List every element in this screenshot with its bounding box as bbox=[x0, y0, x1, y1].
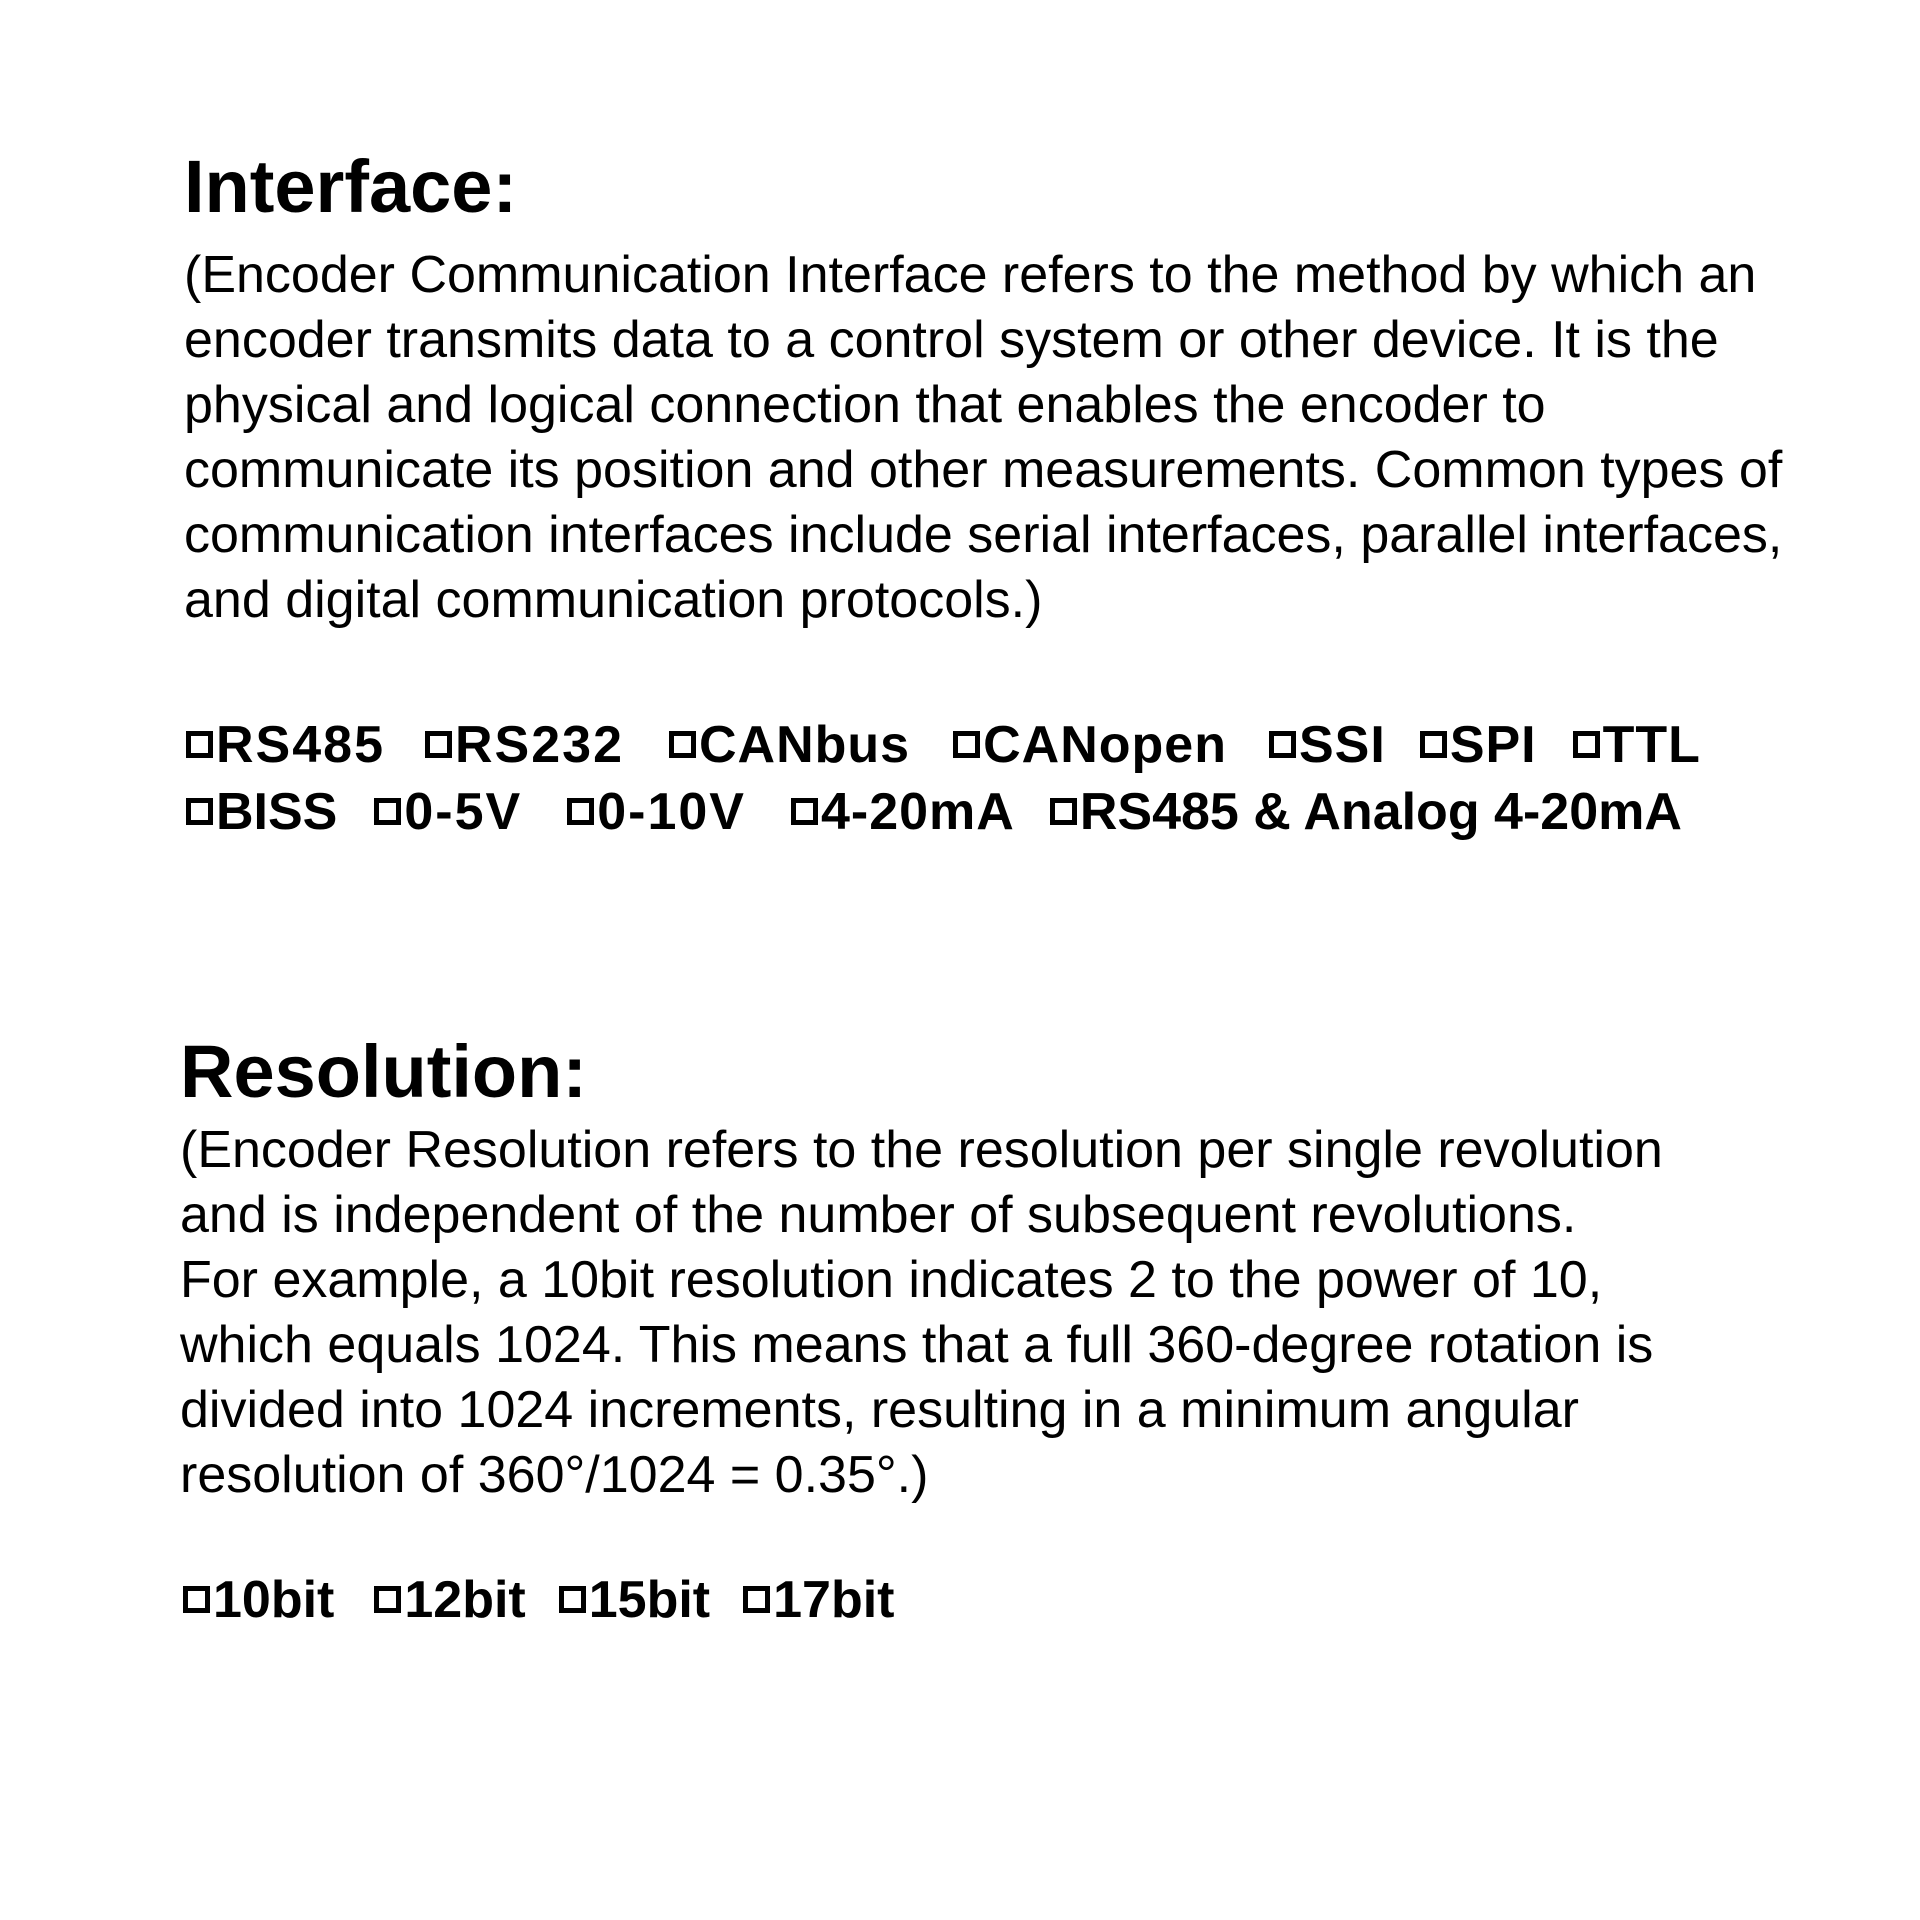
option-ttl[interactable] bbox=[1573, 712, 1701, 779]
option-0-5v[interactable] bbox=[374, 779, 522, 846]
interface-options bbox=[186, 712, 1701, 846]
checkbox-icon[interactable] bbox=[791, 798, 818, 825]
option-label: TTL bbox=[1602, 716, 1701, 774]
checkbox-icon[interactable] bbox=[567, 798, 594, 825]
option-label: SSI bbox=[1298, 716, 1386, 774]
option-label: SPI bbox=[1449, 716, 1537, 774]
option-rs485[interactable] bbox=[186, 712, 385, 779]
checkbox-icon[interactable] bbox=[669, 731, 696, 758]
description-line: (Encoder Resolution refers to the resolution per single revolution bbox=[180, 1121, 1663, 1179]
checkbox-icon[interactable] bbox=[186, 798, 213, 825]
checkbox-icon[interactable] bbox=[1573, 731, 1600, 758]
checkbox-icon[interactable] bbox=[1420, 731, 1447, 758]
option-label: 17bit bbox=[773, 1571, 895, 1629]
interface-heading: Interface: bbox=[184, 145, 518, 228]
description-line: divided into 1024 increments, resulting in a minimum angular bbox=[180, 1381, 1579, 1439]
resolution-description bbox=[180, 1118, 1663, 1508]
checkbox-icon[interactable] bbox=[186, 731, 213, 758]
option-15bit[interactable] bbox=[559, 1567, 710, 1634]
description-line: (Encoder Communication Interface refers to the method by which an bbox=[184, 246, 1757, 304]
option-label: 4-20mA bbox=[820, 783, 1015, 841]
checkbox-icon[interactable] bbox=[183, 1586, 210, 1613]
description-line: physical and logical connection that enables the encoder to bbox=[184, 376, 1546, 434]
option-spi[interactable] bbox=[1420, 712, 1537, 779]
checkbox-icon[interactable] bbox=[953, 731, 980, 758]
description-line: and digital communication protocols.) bbox=[184, 571, 1043, 629]
option-label: 0-5V bbox=[404, 783, 523, 841]
option-biss[interactable] bbox=[186, 779, 337, 846]
option-label: 10bit bbox=[213, 1571, 335, 1629]
option-label: CANopen bbox=[983, 716, 1227, 774]
option-label: 15bit bbox=[588, 1571, 711, 1629]
description-line: resolution of 360°/1024 = 0.35°.) bbox=[180, 1446, 929, 1504]
description-line: encoder transmits data to a control system or other device. It is the bbox=[184, 311, 1719, 369]
option-ssi[interactable] bbox=[1269, 712, 1386, 779]
resolution-options bbox=[183, 1567, 895, 1634]
interface-options-row-1 bbox=[186, 712, 1701, 779]
interface-options-row-2 bbox=[186, 779, 1701, 846]
option-10bit[interactable] bbox=[183, 1567, 334, 1634]
option-canopen[interactable] bbox=[953, 712, 1227, 779]
option-0-10v[interactable] bbox=[567, 779, 746, 846]
option-17bit[interactable] bbox=[743, 1567, 894, 1634]
option-label: 0-10V bbox=[597, 783, 746, 841]
option-label: RS485 & Analog 4-20mA bbox=[1079, 783, 1682, 841]
checkbox-icon[interactable] bbox=[559, 1586, 586, 1613]
option-rs485-analog-4-20ma[interactable] bbox=[1050, 779, 1682, 846]
description-line: and is independent of the number of subsequent revolutions. bbox=[180, 1186, 1577, 1244]
resolution-heading: Resolution: bbox=[180, 1030, 587, 1113]
option-12bit[interactable] bbox=[374, 1567, 525, 1634]
option-canbus[interactable] bbox=[669, 712, 910, 779]
option-label: BISS bbox=[216, 783, 338, 841]
option-label: 12bit bbox=[404, 1571, 526, 1629]
checkbox-icon[interactable] bbox=[374, 798, 401, 825]
option-label: RS232 bbox=[455, 716, 624, 774]
option-label: CANbus bbox=[699, 716, 911, 774]
description-line: For example, a 10bit resolution indicates 2 to the power of 10, bbox=[180, 1251, 1603, 1309]
option-label: RS485 bbox=[216, 716, 385, 774]
checkbox-icon[interactable] bbox=[374, 1586, 401, 1613]
checkbox-icon[interactable] bbox=[1269, 731, 1296, 758]
description-line: communication interfaces include serial interfaces, parallel interfaces, bbox=[184, 506, 1783, 564]
checkbox-icon[interactable] bbox=[1050, 798, 1077, 825]
checkbox-icon[interactable] bbox=[425, 731, 452, 758]
checkbox-icon[interactable] bbox=[743, 1586, 770, 1613]
description-line: which equals 1024. This means that a full 360-degree rotation is bbox=[180, 1316, 1654, 1374]
option-4-20ma[interactable] bbox=[791, 779, 1015, 846]
interface-description bbox=[184, 243, 1782, 633]
option-rs232[interactable] bbox=[425, 712, 624, 779]
resolution-options-row bbox=[183, 1567, 895, 1634]
description-line: communicate its position and other measurements. Common types of bbox=[184, 441, 1783, 499]
